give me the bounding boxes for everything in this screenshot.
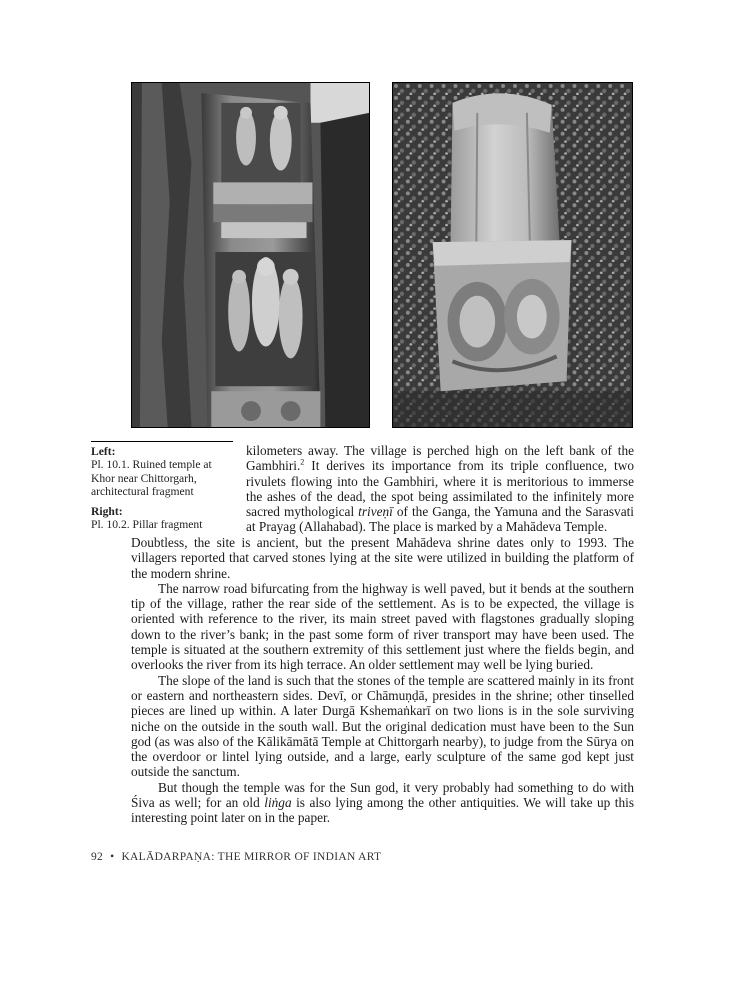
caption-right-head: Right:: [91, 505, 123, 519]
caption-left-text-1: Pl. 10.1. Ruined temple at: [91, 458, 212, 472]
italic-term: triveṇī: [358, 504, 393, 520]
text-line: Gambhiri.$^2$ It derives its importance from its triple confluence, two: [246, 457, 634, 474]
journal-title: KALĀDARPAṆA: THE MIRROR OF INDIAN ART: [121, 851, 382, 863]
paragraph: Doubtless, the site is ancient, but the present Mahādeva shrine dates only to 1993. The villagers reported that carved stones lying at the site were utilized in building the platform of the modern shrine.: [131, 535, 634, 581]
paragraph: The narrow road bifurcating from the highway is well paved, but it bends at the southern tip of the village, rather the rear side of the settlement. As is to be expected, the village is oriented with reference to the river, its main street paved with flagstones gradually sloping down to the river’s bank; in the past some form of river transport may have been used. The temple is situated at the southern extremity of this settlement just where the fields begin, and overlooks the river from its high terrace. An older settlement may well be lying buried.: [131, 580, 634, 673]
caption-left-text-3: architectural fragment: [91, 484, 194, 498]
footer-bullet: •: [110, 851, 115, 863]
paragraph: The slope of the land is such that the stones of the temple are scattered mainly in its front or eastern and northeastern sides. Devī, or Chāmuṇḍā, presides in the shrine; other tinselled pieces are lined up within. A later Durgā Kshemaṅkarī on two lions is in the sole surviving niche on the outside in the south wall. But the original dedication must have been to the Sun god (as was also of the Kālikāmātā Temple at Chittorgarh nearby), to judge from the Sūrya on the overdoor or lintel lying outside, and a large, early sculpture of the same god kept just outside the sanctum.: [131, 672, 634, 780]
temple-relief-photo-icon: [132, 83, 369, 427]
text-line: sacred mythological triveṇī of the Ganga, the Yamuna and the Sarasvati: [246, 504, 634, 520]
caption-left-text-2: Khor near Chittorgarh,: [91, 471, 197, 485]
body-text-full-width: [131, 535, 634, 826]
caption-right-text: Pl. 10.2. Pillar fragment: [91, 518, 203, 532]
text-line: rivulets flowing into the Gambhiri, where it is meritorious to immerse: [246, 473, 634, 489]
italic-term: liṅga: [264, 795, 292, 811]
figure-caption: [91, 441, 233, 532]
paragraph: But though the temple was for the Sun god, it very probably had something to do with Śiva as well; for an old liṅga is also lying among the other antiquities. We will take up this interesting point later on in the paper.: [131, 779, 635, 826]
pillar-fragment-photo-icon: [393, 83, 632, 427]
text-line: at Prayag (Allahabad). The place is marked by a Mahādeva Temple.: [246, 519, 608, 535]
figure-left-photo: [131, 82, 370, 428]
figure-right-photo: [392, 82, 633, 428]
caption-left-head: Left:: [91, 445, 116, 458]
text-line: the ashes of the dead, the spot being assimilated to the infinitely more: [246, 488, 634, 504]
text-line: kilometers away. The village is perched high on the left bank of the: [246, 443, 634, 458]
page-number: 92: [91, 851, 104, 863]
caption-rule: [91, 441, 233, 442]
footnote-ref: 2: [300, 457, 305, 467]
page-footer: [91, 851, 634, 863]
body-text-right-column: [246, 443, 634, 535]
